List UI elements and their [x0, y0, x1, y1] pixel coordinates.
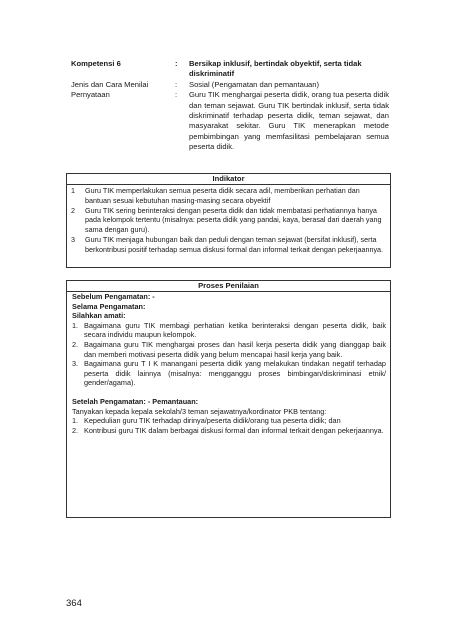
after-item — [72, 426, 386, 436]
statement-label: Pernyataan — [71, 90, 110, 100]
indicator-item — [71, 186, 386, 205]
observe-text: Bagaimana guru TIK membagi perhatian ketika berinteraksi dengan peserta didik, baik secara individu maupun kelompok. — [84, 320, 386, 340]
process-title: Proses Penilaian — [67, 281, 390, 292]
page-number: 364 — [66, 598, 82, 609]
indicator-title: Indikator — [67, 174, 390, 185]
observe-number: 3. — [72, 359, 79, 369]
indicator-number: 2 — [71, 205, 75, 215]
after-observation-heading: Setelah Pengamatan: - Pemantauan: — [72, 396, 199, 406]
observe-text: Bagaimana guru TIK menghargai proses dan hasil kerja peserta didik yang dianggap baik dan memberi motivasi peserta didik yang belum mencapai hasil kerja yang baik. — [84, 339, 386, 359]
after-text: Kepedulian guru TIK terhadap dirinya/peserta didik/orang tua peserta didik; dan — [84, 416, 341, 426]
colon: : — [175, 90, 178, 100]
competency-header — [71, 59, 389, 153]
assessment-type-row — [71, 80, 389, 90]
observe-number: 2. — [72, 339, 79, 349]
indicator-text: Guru TIK menjaga hubungan baik dan peduli dengan teman sejawat (bersifat inklusif), serta berkontribusi positif terhadap semua diskusi formal dan informal terkait dengan pekerjaannya. — [85, 235, 384, 254]
observe-number: 1. — [72, 320, 79, 330]
after-observation-intro: Tanyakan kepada kepala sekolah/3 teman sejawatnya/kordinator PKB tentang: — [72, 406, 327, 416]
statement-row — [71, 90, 389, 152]
assessment-process-table — [66, 280, 391, 518]
indicator-item — [71, 235, 386, 254]
colon: : — [175, 59, 178, 68]
observe-text: Bagaimana guru T I K manangani peserta didik yang melakukan tindakan negatif terhadap peserta didik lainnya (misalnya: mengganggu proses bimbingan/diskriminasi etnik/ gender/agama). — [84, 359, 386, 388]
observe-item — [72, 321, 386, 340]
process-body — [67, 292, 390, 435]
indicator-number: 3 — [71, 235, 75, 245]
competency-label: Kompetensi 6 — [71, 59, 121, 68]
indicator-table — [66, 173, 391, 268]
observe-heading: Silahkan amati: — [72, 311, 126, 321]
indicator-number: 1 — [71, 186, 75, 195]
indicator-text: Guru TIK sering berinteraksi dengan peserta didik dan tidak membatasi perhatiannya hanya pada kelompok tertentu (misalnya: peserta didik yang pandai, kaya, berasal dari daerah yang sama dengan guru). — [85, 205, 382, 234]
indicator-text: Guru TIK memperlakukan semua peserta didik secara adil, memberikan perhatian dan bantuan sesuai kebutuhan masing-masing secara obyektif — [85, 186, 360, 205]
during-observation-heading: Selama Pengamatan: — [72, 301, 146, 311]
assessment-type-value: Sosial (Pengamatan dan pemantauan) — [189, 79, 320, 89]
statement-value: Guru TIK menghargai peserta didik, orang tua peserta didik dan teman sejawat. Guru TIK bertindak inklusif, serta tidak diskriminatif terhadap peserta didik, teman sejawat, dan masyarakat sekitar. Guru TIK menerapkan metode pembimbingan yang memfasilitasi pembelajaran semua peserta didik. — [189, 90, 389, 152]
colon: : — [175, 79, 178, 89]
after-item — [72, 416, 386, 426]
spacer — [72, 388, 386, 397]
competency-row — [71, 59, 389, 80]
after-number: 2. — [72, 425, 79, 435]
assessment-type-label: Jenis dan Cara Menilai — [71, 79, 149, 89]
competency-value: Bersikap inklusif, bertindak obyektif, serta tidak diskriminatif — [189, 59, 362, 79]
before-observation-heading: Sebelum Pengamatan: - — [72, 292, 155, 301]
after-number: 1. — [72, 416, 79, 426]
observe-item — [72, 340, 386, 359]
indicator-list — [67, 185, 390, 254]
observe-item — [72, 359, 386, 388]
after-text: Kontribusi guru TIK dalam berbagai diskusi formal dan informal terkait dengan pekerjaannya. — [84, 425, 384, 435]
indicator-item — [71, 206, 386, 235]
